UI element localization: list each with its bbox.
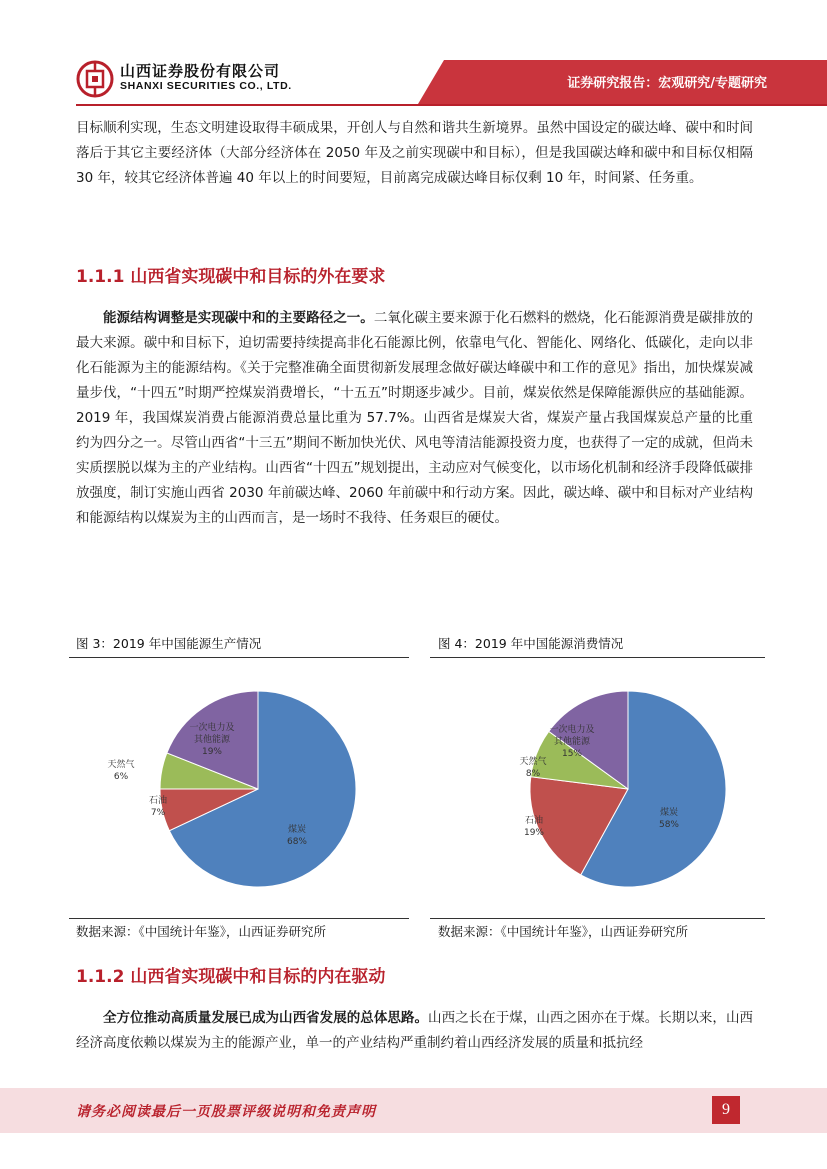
section-heading-1-1-2: 1.1.2 山西省实现碳中和目标的内在驱动 xyxy=(76,967,386,987)
company-name-cn: 山西证券股份有限公司 xyxy=(120,62,281,80)
disclaimer-notice: 请务必阅读最后一页股票评级说明和免责声明 xyxy=(76,1104,376,1120)
figure4-title: 图 4：2019 年中国能源消费情况 xyxy=(438,636,624,651)
figure4-bottom-rule xyxy=(430,918,765,919)
section1-lead: 能源结构调整是实现碳中和的主要路径之一。 xyxy=(103,310,374,326)
page-number: 9 xyxy=(712,1096,740,1124)
figure3-bottom-rule xyxy=(69,918,409,919)
pie-label-4: 一次电力及其他能源 15% xyxy=(549,725,595,759)
pie-label-1: 煤炭 68% xyxy=(286,825,308,847)
figure4-pie-chart xyxy=(430,660,765,918)
section2-text: 山西之长在于煤，山西之困亦在于煤。长期以来，山西经济高度依赖以煤炭为主的能源产业，单一的产业结构严重制约着山西经济发展的质量和抵抗经 xyxy=(76,1010,754,1051)
pie-label-3: 天然气 8% xyxy=(519,757,547,779)
section2-paragraph xyxy=(76,1006,753,1056)
figure4-source: 数据来源：《中国统计年鉴》，山西证券研究所 xyxy=(438,924,689,939)
pie-label-1: 煤炭 58% xyxy=(658,808,680,830)
company-name-en: SHANXI SECURITIES CO., LTD. xyxy=(120,80,292,92)
section-heading-1-1-1: 1.1.1 山西省实现碳中和目标的外在要求 xyxy=(76,267,386,287)
pie-label-2: 石油 19% xyxy=(523,816,545,838)
figure3-pie-chart xyxy=(69,660,409,918)
report-type: 证券研究报告：宏观研究/专题研究 xyxy=(567,76,767,91)
figure3-source: 数据来源：《中国统计年鉴》，山西证券研究所 xyxy=(76,924,327,939)
company-logo-icon xyxy=(76,60,114,98)
pie-label-2: 石油 7% xyxy=(148,796,168,818)
pie-label-4: 一次电力及其他能源 19% xyxy=(189,723,235,757)
intro-paragraph: 目标顺利实现，生态文明建设取得丰硕成果，开创人与自然和谐共生新境界。虽然中国设定的碳达峰、碳中和时间落后于其它主要经济体（大部分经济体在 2050 年及之前实现碳中和目标），但是我国碳达峰和碳中和目标仅相隔 30 年，较其它经济体普遍 40 年以上的时间要短，目前离完成碳达峰目标仅剩 10 年，时间紧、任务重。 xyxy=(76,120,753,186)
pie-label-3: 天然气 6% xyxy=(107,760,135,782)
page-header xyxy=(0,0,827,105)
figure3-top-rule xyxy=(69,657,409,658)
section1-text: 二氧化碳主要来源于化石燃料的燃烧，化石能源消费是碳排放的最大来源。碳中和目标下，迫切需要持续提高非化石能源比例，依靠电气化、智能化、网络化、低碳化，走向以非化石能源为主的能源结构。《关于完整准确全面贯彻新发展理念做好碳达峰碳中和工作的意见》指出，加快煤炭减量步伐，“十四五”时期严控煤炭消费增长，“十五五”时期逐步减少。目前，煤炭依然是保障能源供应的基础能源。2019 年，我国煤炭消费占能源消费总量比重为 57.7%。山西省是煤炭大省，煤炭产量占我国煤炭总产量的比重约为四分之一。尽管山西省“十三五”期间不断加快光伏、风电等清洁能源投资力度，也获得了一定的成就，但尚未实质摆脱以煤为主的产业结构。山西省“十四五”规划提出，主动应对气候变化，以市场化机制和经济手段降低碳排放强度，制订实施山西省 2030 年前碳达峰、2060 年前碳中和行动方案。因此，碳达峰、碳中和目标对产业结构和能源结构以煤炭为主的山西而言，是一场时不我待、任务艰巨的硬仗。 xyxy=(76,310,754,526)
section1-paragraph xyxy=(76,306,753,531)
figure4-top-rule xyxy=(430,657,765,658)
figure3-title: 图 3：2019 年中国能源生产情况 xyxy=(76,636,262,651)
section2-lead: 全方位推动高质量发展已成为山西省发展的总体思路。 xyxy=(103,1010,429,1026)
header-divider xyxy=(76,104,827,106)
